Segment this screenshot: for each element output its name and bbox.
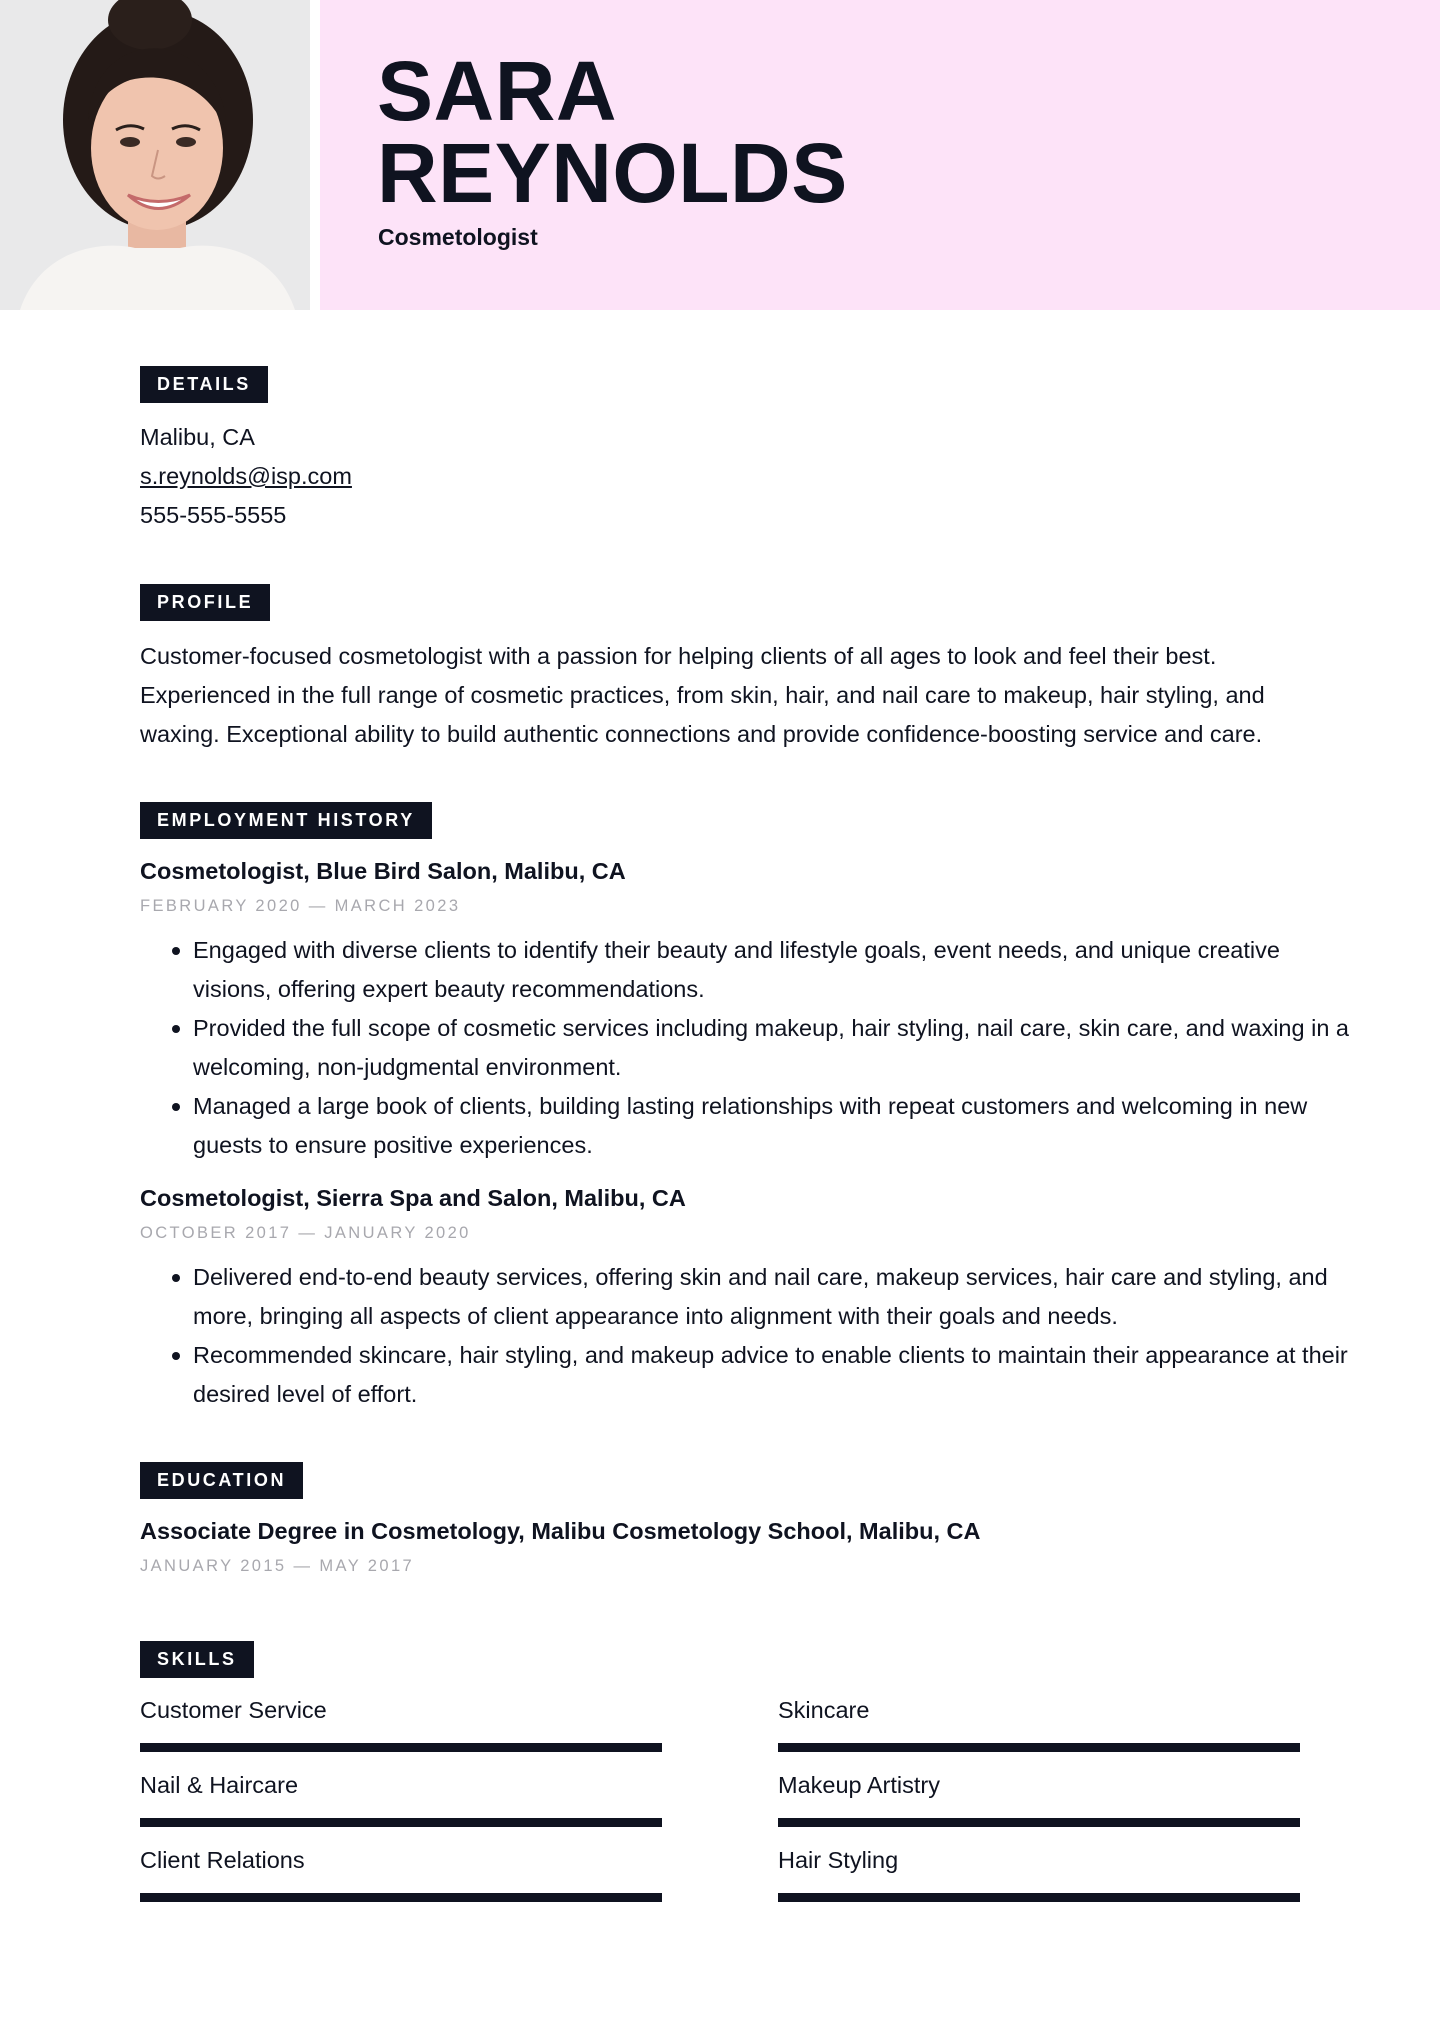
profile-photo xyxy=(0,0,310,310)
skill-nail-haircare xyxy=(140,1772,662,1799)
location: Malibu, CA xyxy=(140,424,255,450)
profile-heading: PROFILE xyxy=(140,584,270,621)
skill-bar-fill xyxy=(140,1893,662,1902)
education-dates: JANUARY 2015 — MAY 2017 xyxy=(140,1557,415,1575)
employment-heading: EMPLOYMENT HISTORY xyxy=(140,802,432,839)
job-1-bullets xyxy=(140,931,1353,1165)
skill-label: Customer Service xyxy=(140,1697,327,1723)
skill-label: Hair Styling xyxy=(778,1847,899,1873)
portrait-image xyxy=(0,0,310,310)
education-title: Associate Degree in Cosmetology, Malibu Cosmetology School, Malibu, CA xyxy=(140,1518,981,1544)
email-link[interactable]: s.reynolds@isp.com xyxy=(140,463,352,489)
job-1-title: Cosmetologist, Blue Bird Salon, Malibu, CA xyxy=(140,858,626,884)
job-1-dates: FEBRUARY 2020 — MARCH 2023 xyxy=(140,897,461,915)
profile-text: Customer-focused cosmetologist with a passion for helping clients of all ages to look and feel their best. Experienced in the full range of cosmetic practices, from skin, hair, and nail care to makeup, hair styling, and waxing. Exceptional ability to build authentic connections and provide confidence-boosting service and care. xyxy=(140,643,1265,747)
skill-hair-styling xyxy=(778,1847,1300,1874)
skill-bar-fill xyxy=(140,1818,662,1827)
skill-label: Makeup Artistry xyxy=(778,1772,940,1798)
skill-label: Skincare xyxy=(778,1697,870,1723)
first-name: SARA xyxy=(377,44,618,138)
last-name: REYNOLDS xyxy=(377,126,848,220)
skill-makeup-artistry xyxy=(778,1772,1300,1799)
list-item: Engaged with diverse clients to identify their beauty and lifestyle goals, event needs, and unique creative visions, offering expert beauty recommendations. xyxy=(193,931,1353,1009)
job-title: Cosmetologist xyxy=(378,224,538,250)
skill-customer-service xyxy=(140,1697,662,1724)
education-heading: EDUCATION xyxy=(140,1462,303,1499)
skill-bar-fill xyxy=(778,1743,1300,1752)
list-item: Delivered end-to-end beauty services, offering skin and nail care, makeup services, hair care and styling, and more, bringing all aspects of client appearance into alignment with their goals and needs. xyxy=(193,1258,1353,1336)
skill-skincare xyxy=(778,1697,1300,1724)
skill-bar-fill xyxy=(140,1743,662,1752)
skill-label: Nail & Haircare xyxy=(140,1772,299,1798)
details-heading: DETAILS xyxy=(140,366,268,403)
list-item: Recommended skincare, hair styling, and makeup advice to enable clients to maintain their appearance at their desired level of effort. xyxy=(193,1336,1353,1414)
list-item: Managed a large book of clients, building lasting relationships with repeat customers and welcoming in new guests to ensure positive experiences. xyxy=(193,1087,1353,1165)
skill-client-relations xyxy=(140,1847,662,1874)
skill-bar xyxy=(140,1818,662,1827)
job-2-title: Cosmetologist, Sierra Spa and Salon, Malibu, CA xyxy=(140,1185,686,1211)
skill-bar xyxy=(140,1893,662,1902)
full-name xyxy=(377,44,848,220)
skills-heading: SKILLS xyxy=(140,1641,254,1678)
phone: 555-555-5555 xyxy=(140,502,287,528)
skill-bar xyxy=(778,1743,1300,1752)
skill-bar-fill xyxy=(778,1893,1300,1902)
skill-bar xyxy=(778,1893,1300,1902)
job-2-bullets xyxy=(140,1258,1353,1414)
list-item: Provided the full scope of cosmetic services including makeup, hair styling, nail care, skin care, and waxing in a welcoming, non-judgmental environment. xyxy=(193,1009,1353,1087)
skill-label: Client Relations xyxy=(140,1847,305,1873)
skill-bar-fill xyxy=(778,1818,1300,1827)
skill-bar xyxy=(140,1743,662,1752)
skill-bar xyxy=(778,1818,1300,1827)
job-2-dates: OCTOBER 2017 — JANUARY 2020 xyxy=(140,1224,471,1242)
